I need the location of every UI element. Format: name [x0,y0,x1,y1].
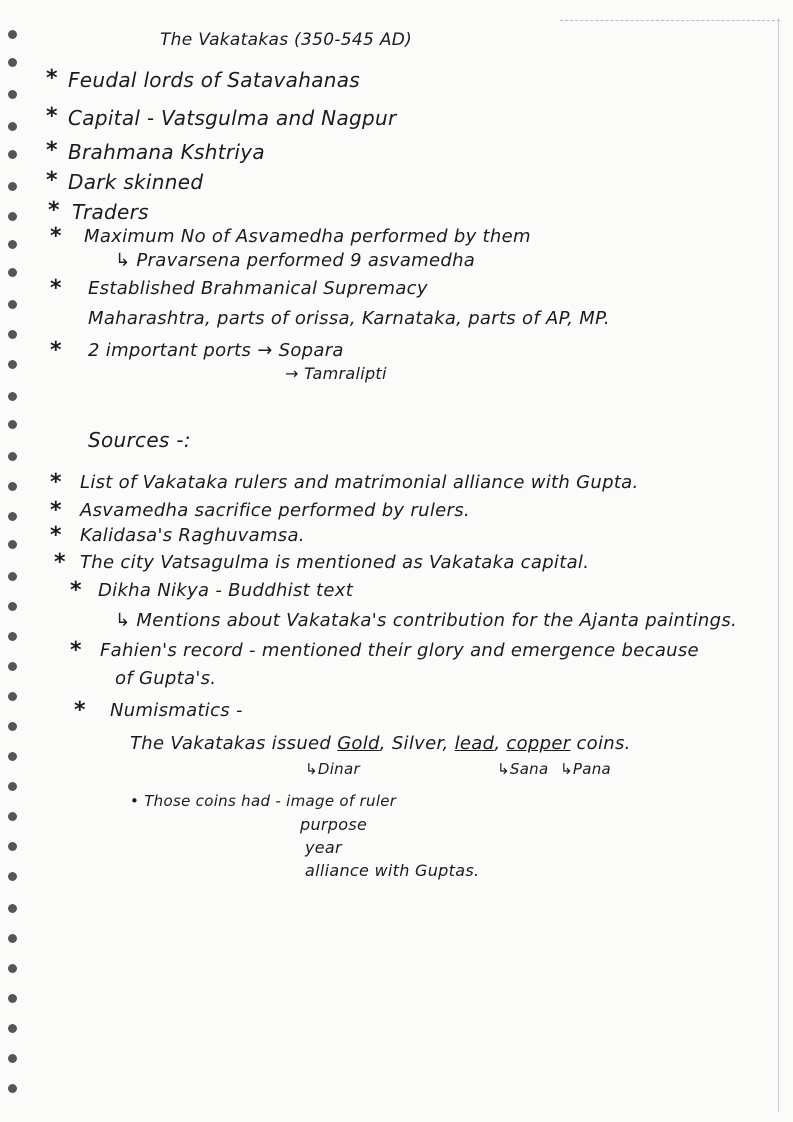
coins-suffix: coins. [576,733,631,754]
ajanta-note: ↳ Mentions about Vakataka's contribution for the Ajanta paintings. [115,610,738,631]
bullet-star: * [50,523,62,548]
coin-feature: alliance with Guptas. [305,861,480,880]
point-capital: Capital - Vatsgulma and Nagpur [68,106,397,130]
source-item: Dikha Nikya - Buddhist text [98,580,354,601]
bullet-star: * [46,138,58,163]
point-traders: Traders [72,200,149,224]
point-asvamedha: Maximum No of Asvamedha performed by them [84,226,531,247]
bullet-star: * [50,224,62,249]
sana-note: ↳Sana [497,760,549,778]
page-edge [778,18,779,1112]
coin-feature: purpose [300,815,368,834]
fahien-continued: of Gupta's. [115,668,217,689]
bullet-star: * [50,338,62,363]
coin-lead: lead [454,733,495,754]
source-item: Asvamedha sacrifice performed by rulers. [80,500,470,521]
bullet-star: * [50,470,62,495]
regions-note: Maharashtra, parts of orissa, Karnataka, parts of AP, MP. [88,308,610,329]
bullet-star: * [74,698,86,723]
coin-feature: year [305,838,342,857]
point-ports: 2 important ports → Sopara [88,340,344,361]
source-item: Fahien's record - mentioned their glory and emergence because [100,640,699,661]
coin-gold: Gold [337,733,380,754]
point-skin: Dark skinned [68,170,204,194]
point-brahmanical: Established Brahmanical Supremacy [88,278,428,299]
source-item: Kalidasa's Raghuvamsa. [80,525,305,546]
coins-prefix: The Vakatakas issued [130,733,332,754]
tamralipti-note: → Tamralipti [285,364,387,383]
page-title: The Vakatakas (350-545 AD) [160,30,413,50]
coins-line: The Vakatakas issued Gold, Silver, lead, copper coins. [130,733,631,754]
source-item: List of Vakataka rulers and matrimonial alliance with Gupta. [80,472,639,493]
dinar-note: ↳Dinar [305,760,360,778]
source-item: The city Vatsagulma is mentioned as Vakataka capital. [80,552,590,573]
bullet-star: * [50,276,62,301]
bullet-star: * [46,104,58,129]
point-feudal: Feudal lords of Satavahanas [68,68,360,92]
coin-silver: , Silver, [379,733,449,754]
scan-line [560,20,780,21]
source-item: Numismatics - [110,700,243,721]
bullet-star: * [46,66,58,91]
bullet-star: * [70,578,82,603]
bullet-star: * [48,198,60,223]
pana-note: ↳Pana [560,760,612,778]
bullet-star: * [50,498,62,523]
sources-heading: Sources -: [88,428,191,452]
point-brahmana: Brahmana Kshtriya [68,140,265,164]
bullet-star: * [46,168,58,193]
bullet-star: * [54,550,66,575]
bullet-star: * [70,638,82,663]
coin-copper: copper [506,733,571,754]
pravarsena-note: ↳ Pravarsena performed 9 asvamedha [115,250,476,271]
coins-had: • Those coins had - image of ruler [130,792,397,810]
